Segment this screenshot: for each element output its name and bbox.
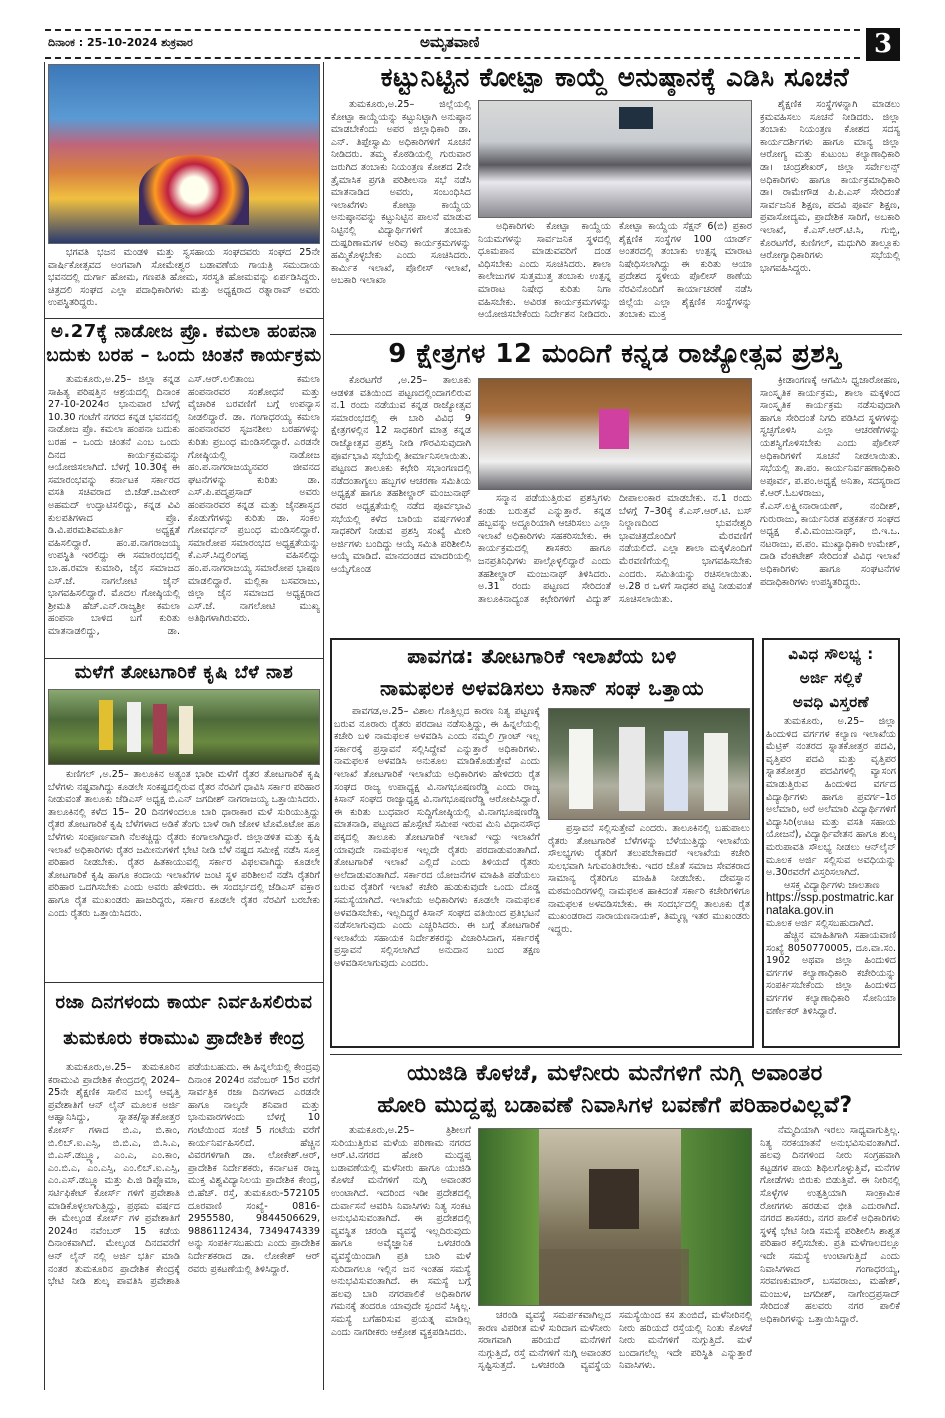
notice-headline-1: ವಿವಿಧ ಸೌಲಭ್ಯ : bbox=[788, 645, 874, 663]
application-url-link[interactable]: https://ssp.postmatric.karnataka.gov.in bbox=[766, 892, 894, 917]
headline-rajyotsava-award: 9 ಕ್ಷೇತ್ರಗಳ 12 ಮಂದಿಗೆ ಕನ್ನಡ ರಾಜ್ಯೋತ್ಸವ ಪ್ರಶಸ್ತಿ bbox=[388, 339, 842, 369]
story-ugd-col3: ನೆಮ್ಮದಿಯಾಗಿ ಇರಲು ಸಾಧ್ಯವಾಗುತ್ತಿಲ್ಲ. ನಿತ್ಯ ನರಕಯಾತನೆ ಅನುಭವಿಸುವಂತಾಗಿದೆ. ಹಲವು ದಿನಗಳಿಂದ ನೀರು ಸಂಗ್ರಹವಾಗಿ ಕಟ್ಟಡಗಳ ಪಾಯ ಶಿಥಿಲಗೊಳ್ಳುತ್ತಿವೆ, ಮನೆಗಳ ಗೋಡೆಗಳು ಬಿರುಕು ಬಿಡುತ್ತಿವೆ. ಈ ನೀರಿನಲ್ಲಿ ಸೊಳ್ಳೆಗಳ ಉತ್ಪತ್ತಿಯಾಗಿ ಸಾಂಕ್ರಾಮಿಕ ರೋಗಗಳು ಹರಡುವ ಭೀತಿ ಎದುರಾಗಿದೆ. ನಗರದ ಶಾಸಕರು, ನಗರ ಪಾಲಿಕೆ ಅಧಿಕಾರಿಗಳು ಸ್ಥಳಕ್ಕೆ ಭೇಟಿ ನೀಡಿ ಸಮಸ್ಯೆ ಪರಿಶೀಲಿಸಿ ಶಾಶ್ವತ ಪರಿಹಾರ ಕಲ್ಪಿಸಬೇಕು. ಪ್ರತಿ ಮಳೆಗಾಲದಲ್ಲೂ ಇದೇ ಸಮಸ್ಯೆ ಉಂಟಾಗುತ್ತಿದೆ ಎಂದು ನಿವಾಸಿಗಳಾದ ಗಂಗಾಧರಯ್ಯ, ಸರವಣಕುಮಾರ್, ಬಸವರಾಜು, ಮಹೇಶ್, ಮಂಜುಳ, ಜಗದೀಶ್, ನಾಗೇಂದ್ರಪ್ರಸಾದ್ ಸೇರಿದಂತೆ ಹಲವರು ನಗರ ಪಾಲಿಕೆ ಅಧಿಕಾರಿಗಳನ್ನು ಒತ್ತಾಯಿಸಿದ್ದಾರೆ. bbox=[760, 1125, 900, 1325]
headline-kamala-hampana-2: ಬದುಕು ಬರಹ – ಒಂದು ಚಿಂತನೆ ಕಾರ್ಯಕ್ರಮ bbox=[46, 345, 322, 366]
headline-kamala-hampana-1: ಅ.27ಕ್ಕೆ ನಾಡೋಜ ಪ್ರೊ. ಕಮಲಾ ಹಂಪನಾ bbox=[51, 321, 317, 342]
photo-kisan-sangha-members bbox=[548, 708, 750, 820]
story-pavagada-col2: ಪ್ರಸ್ತಾವನೆ ಸಲ್ಲಿಸುತ್ತೇವೆ ಎಂದರು. ತಾಲೂಕಿನಲ್ಲಿ ಬಹುಪಾಲು ರೈತರು ತೋಟಗಾರಿಕೆ ಬೆಳೆಗಳನ್ನು ಬೆಳೆಯುತ್ತಿದ್ದು ಇಲಾಖೆಯ ಸೌಲಭ್ಯಗಳು ರೈತರಿಗೆ ತಲುಪಬೇಕಾದರೆ ಇಲಾಖೆಯ ಕಚೇರಿ ಸುಲಭವಾಗಿ ಸಿಗುವಂತಿರಬೇಕು. ಇದರ ಜೊತೆ ಸಮಾಜ ಸೇವಕರಾದ ಸಾಮಾನ್ಯ ರೈತರಿಗೂ ಮಾಹಿತಿ ನೀಡಬೇಕು. ದೇವಸ್ಥಾನ ಮಠಮಂದಿರಗಳಲ್ಲಿ ನಾಮಫಲಕ ಹಾಕಿದಂತೆ ಸರ್ಕಾರಿ ಕಚೇರಿಗಳಿಗೂ ನಾಮಫಲಕ ಅಳವಡಿಸಬೇಕು. ಈ ಸಂದರ್ಭದಲ್ಲಿ ತಾಲೂಕು ರೈತ ಮುಖಂಡರಾದ ನಾರಾಯಣನಾಯಕ್, ತಿಮ್ಮಣ್ಣ ಇತರ ಮುಖಂಡರು ಇದ್ದರು. bbox=[548, 823, 750, 935]
header-rule-bottom bbox=[45, 57, 860, 59]
headline-pavagada-1: ಪಾವಗಡ: ತೋಟಗಾರಿಕೆ ಇಲಾಖೆಯ ಬಳಿ bbox=[407, 644, 677, 668]
story-rajyotsava-col2: ಸನ್ಮಾನ ಪಡೆಯುತ್ತಿರುವ ಪ್ರಶಸ್ತಿಗಳು ಕಂಡು ಬರುತ್ತವೆ ಎನ್ನುತ್ತಾರೆ. ಕನ್ನಡ ಹಬ್ಬವನ್ನು ಅದ್ದೂರಿಯಾಗಿ ಆಚರಿಸಲು ಎಲ್ಲಾ ಇಲಾಖೆ ಅಧಿಕಾರಿಗಳು ಸಹಕರಿಸಬೇಕು. ಈ ಕಾರ್ಯಕ್ರಮದಲ್ಲಿ ಶಾಸಕರು ಹಾಗೂ ಜನಪ್ರತಿನಿಧಿಗಳು ಪಾಲ್ಗೊಳ್ಳಲಿದ್ದಾರೆ ಎಂದು ತಹಶೀಲ್ದಾರ್ ಮಂಜುನಾಥ್ ತಿಳಿಸಿದರು. ಅ.31 ರಂದು ಪಟ್ಟಣದ ಸೇರಿದಂತೆ ತಾಲೂಕಿನಾದ್ಯಂತ ಕಛೇರಿಗಳಿಗೆ ವಿದ್ಯುತ್ ದೀಪಾಲಂಕಾರ ಮಾಡಬೇಕು. ನ.1 ರಂದು ಬೆಳಗ್ಗೆ 7–30ಕ್ಕೆ ಕೆ.ಎಸ್.ಆರ್.ಟಿ. ಬಸ್ ನಿಲ್ದಾಣದಿಂದ ಭುವನೇಶ್ವರಿ ಭಾವಚಿತ್ರದೊಂದಿಗೆ ಮೆರವಣಿಗೆ ನಡೆಯಲಿದೆ. ಎಲ್ಲಾ ಶಾಲಾ ಮಕ್ಕಳೊಂದಿಗೆ ಮೆರವಣಿಗೆಯಲ್ಲಿ ಭಾಗವಹಿಸಬೇಕು ಎಂದರು. ಸಮಿತಿಯನ್ನು ರಚಿಸಲಾಯಿತು. ಅ.28 ರ ಒಳಗೆ ಸಾಧಕರ ಪಟ್ಟಿ ನೀಡುವಂತೆ ಸೂಚಿಸಲಾಯಿತು. bbox=[478, 493, 752, 605]
header-rule-top bbox=[45, 29, 860, 31]
notice-body-1: ತುಮಕೂರು, ಅ.25– ಜಿಲ್ಲಾ ಹಿಂದುಳಿದ ವರ್ಗಗಳ ಕಲ್ಯಾಣ ಇಲಾಖೆಯ ಮೆಟ್ರಿಕ್ ನಂತರದ ಸ್ನಾತಕೋತ್ತರ ಪದವಿ, ವೃತ್ತಿಪರ ಪದವಿ ಮತ್ತು ವೃತ್ತಿಪರ ಸ್ನಾತಕೋತ್ತರ ಪದವಿಗಳಲ್ಲಿ ವ್ಯಾಸಂಗ ಮಾಡುತ್ತಿರುವ ಹಿಂದುಳಿದ ವರ್ಗದ ವಿದ್ಯಾರ್ಥಿಗಳು ಹಾಗೂ ಪ್ರವರ್ಗ–1ರ ಅಲೆಮಾರಿ, ಅರೆ ಅಲೆಮಾರಿ ವಿದ್ಯಾರ್ಥಿಗಳಿಗೆ ವಿದ್ಯಾಸಿರಿ(ಊಟ ಮತ್ತು ವಸತಿ ಸಹಾಯ ಯೋಜನೆ), ವಿದ್ಯಾರ್ಥಿವೇತನ ಹಾಗೂ ಶುಲ್ಕ ಮರುಪಾವತಿ ಸೌಲಭ್ಯ ನೀಡಲು ಆನ್‌ಲೈನ್ ಮೂಲಕ ಅರ್ಜಿ ಸಲ್ಲಿಸುವ ಅವಧಿಯನ್ನು ಅ.30ರವರೆಗೆ ವಿಸ್ತರಿಸಲಾಗಿದೆ. bbox=[766, 716, 896, 879]
notice-body-3: ಹೆಚ್ಚಿನ ಮಾಹಿತಿಗಾಗಿ ಸಹಾಯವಾಣಿ ಸಂಖ್ಯೆ 8050770005, ದೂ.ವಾ.ಸಂ. 1902 ಅಥವಾ ಜಿಲ್ಲಾ ಹಿಂದುಳಿದ ವರ್ಗಗಳ ಕಲ್ಯಾಣಾಧಿಕಾರಿ ಕಚೇರಿಯನ್ನು ಸಂಪರ್ಕಿಸಬೇಕೆಂದು ಜಿಲ್ಲಾ ಹಿಂದುಳಿದ ವರ್ಗಗಳ ಕಲ್ಯಾಣಾಧಿಕಾರಿ ಸೋನಿಯಾ ವರ್ಣೇಕರ್ ತಿಳಿಸಿದ್ದಾರೆ. bbox=[766, 930, 896, 1017]
headline-pavagada-2: ನಾಮಫಲಕ ಅಳವಡಿಸಲು ಕಿಸಾನ್ ಸಂಘ ಒತ್ತಾಯ bbox=[379, 676, 705, 700]
story-rajyotsava-col1: ಕೊರಟಗೆರೆ ,ಅ.25– ತಾಲೂಕು ಆಡಳಿತ ವತಿಯಿಂದ ಪಟ್ಟಣದಲ್ಲಿಂದಾಗಲಿರುವ ನ.1 ರಂದು ನಡೆಯುವ ಕನ್ನಡ ರಾಜ್ಯೋತ್ಸವ ಸಮಾರಂಭದಲ್ಲಿ ಈ ಬಾರಿ ವಿವಿಧ 9 ಕ್ಷೇತ್ರಗಳಲ್ಲಿನ 12 ಸಾಧಕರಿಗೆ ಮಾತ್ರ ಕನ್ನಡ ರಾಜ್ಯೋತ್ಸವ ಪ್ರಶಸ್ತಿ ನೀಡಿ ಗೌರವಿಸುವುದಾಗಿ ಪೂರ್ವಭಾವಿ ಸಭೆಯಲ್ಲಿ ತೀರ್ಮಾನಿಸಲಾಯಿತು. ಪಟ್ಟಣದ ತಾಲೂಕು ಕಛೇರಿ ಸಭಾಂಗಣದಲ್ಲಿ ನಡೆದಂತಾಗ್ಯಲು ಹಬ್ಬಗಳ ಆಚರಣಾ ಸಮಿತಿಯ ಅಧ್ಯಕ್ಷತೆ ಹಾಗೂ ತಹಶೀಲ್ದಾರ್ ಮಂಜುನಾಥ್ ರವರ ಅಧ್ಯಕ್ಷತೆಯಲ್ಲಿ ನಡೆದ ಪೂರ್ವಭಾವಿ ಸಭೆಯಲ್ಲಿ ಕಳೆದ ಬಾರಿಯ ವರ್ಷಗಳಂತೆ ಸಾಧಕರಿಗೆ ನೀಡುವ ಪ್ರಶಸ್ತಿ ಸಂಖ್ಯೆ ಮೀರಿ ಅರ್ಜಿಗಳು ಬಂದಿದ್ದು ಆಯ್ಕೆ ಸಮಿತಿ ಪರಿಶೀಲಿಸಿ ಆಯ್ಕೆ ಮಾಡಿದೆ. ಮಾನದಂಡದ ಮಾದರಿಯಲ್ಲಿ ಆಯ್ಕೆಗೊಂಡ bbox=[331, 375, 471, 575]
story-cotpa-col1: ತುಮಕೂರು,ಅ.25– ಜಿಲ್ಲೆಯಲ್ಲಿ ಕೋಟ್ಪಾ ಕಾಯ್ದೆಯನ್ನು ಕಟ್ಟುನಿಟ್ಟಾಗಿ ಅನುಷ್ಠಾನ ಮಾಡಬೇಕೆಂದು ಅಪರ ಜಿಲ್ಲಾಧಿಕಾರಿ ಡಾ. ಎನ್. ತಿಪ್ಪೇಸ್ವಾಮಿ ಅಧಿಕಾರಿಗಳಿಗೆ ಸೂಚನೆ ನೀಡಿದರು. ತಮ್ಮ ಕೊಠಡಿಯಲ್ಲಿ ಗುರುವಾರ ಜರುಗಿದ ತಂಬಾಕು ನಿಯಂತ್ರಣ ಕೋಶದ 2ನೇ ತ್ರೈಮಾಸಿಕ ಪ್ರಗತಿ ಪರಿಶೀಲನಾ ಸಭೆ ನಡೆಸಿ ಮಾತನಾಡಿದ ಅವರು, ಸಂಬಂಧಿಸಿದ ಇಲಾಖೆಗಳು ಕೋಟ್ಪಾ ಕಾಯ್ದೆಯ ಅನುಷ್ಠಾನವನ್ನು ಕಟ್ಟುನಿಟ್ಟಿನ ಪಾಲನೆ ಮಾಡುವ ನಿಟ್ಟಿನಲ್ಲಿ ವಿದ್ಯಾರ್ಥಿಗಳಿಗೆ ತಂಬಾಕು ದುಷ್ಪರಿಣಾಮಗಳ ಅರಿವು ಕಾರ್ಯಕ್ರಮಗಳನ್ನು ಹಮ್ಮಿಕೊಳ್ಳಬೇಕು ಎಂದು ಸೂಚಿಸಿದರು. ಕಾರ್ಮಿಕ ಇಲಾಖೆ, ಪೊಲೀಸ್ ಇಲಾಖೆ, ಅಬಕಾರಿ ಇಲಾಖಾ bbox=[331, 99, 471, 287]
issue-date: ದಿನಾಂಕ : 25-10-2024 ಶುಕ್ರವಾರ bbox=[48, 36, 193, 49]
headline-ksou-1: ರಜಾ ದಿನಗಳಂದು ಕಾರ್ಯ ನಿರ್ವಹಿಸಲಿರುವ bbox=[55, 992, 313, 1013]
notice-body bbox=[766, 716, 896, 1044]
notice-headline-2: ಅರ್ಜಿ ಸಲ್ಲಿಕೆ bbox=[799, 669, 863, 687]
photo-bhajana-mandali bbox=[48, 64, 320, 244]
notice-body-2-suffix: ಮೂಲಕ ಅರ್ಜಿ ಸಲ್ಲಿಸಬಹುದಾಗಿದೆ. bbox=[766, 917, 874, 929]
article-ksou-body: ತುಮಕೂರು,ಅ.25– ತುಮಕೂರಿನ ಕರಾಮುವಿ ಪ್ರಾದೇಶಿಕ ಕೇಂದ್ರದಲ್ಲಿ 2024–25ನೇ ಶೈಕ್ಷಣಿಕ ಸಾಲಿನ ಜುಲೈ ಆವೃತ್ತಿ ಪ್ರವೇಶಾತಿಗೆ ಆನ್ ಲೈನ್ ಮೂಲಕ ಅರ್ಜಿ ಆಹ್ವಾನಿಸಿದ್ದು, ಸ್ನಾತಕ/ಸ್ನಾತಕೋತ್ತರ ಕೋರ್ಸ್ ಗಳಾದ ಬಿ.ಎ, ಬಿ.ಕಾಂ, ಬಿ.ಲಿಬ್.ಐ.ಎಸ್ಸಿ, ಬಿ.ಬಿ.ಎ, ಬಿ.ಸಿ.ಎ, ಬಿ.ಎಸ್.ಡಬ್ಲ್ಯೂ, ಎಂ.ಎ, ಎಂ.ಕಾಂ, ಎಂ.ಬಿ.ಎ, ಎಂ.ಎಸ್ಸಿ, ಎಂ.ಲಿಬ್.ಐ.ಎಸ್ಸಿ, ಎಂ.ಎಸ್.ಡಬ್ಲ್ಯೂ ಮತ್ತು ಪಿ.ಜಿ ಡಿಪ್ಲೊಮಾ, ಸರ್ಟಿಫಿಕೇಟ್ ಕೋರ್ಸ್ ಗಳಿಗೆ ಪ್ರವೇಶಾತಿ ಮಾಡಿಕೊಳ್ಳಲಾಗುತ್ತಿದ್ದು, ಪ್ರಥಮ ವರ್ಷದ ಈ ಮೇಲ್ಕಂಡ ಕೋರ್ಸ್ ಗಳ ಪ್ರವೇಶಾತಿಗೆ 2024ರ ನವೆಂಬರ್ 15 ಕಡೆಯ ದಿನಾಂಕವಾಗಿದೆ. ಮೇಲ್ಕಂಡ ದಿನದವರೆಗೆ ಆನ್ ಲೈನ್ ನಲ್ಲಿ ಅರ್ಜಿ ಭರ್ತಿ ಮಾಡಿ ನಂತರ ತುಮಕೂರಿನ ಪ್ರಾದೇಶಿಕ ಕೇಂದ್ರಕ್ಕೆ ಭೇಟಿ ನೀಡಿ ಶುಲ್ಕ ಪಾವತಿಸಿ ಪ್ರವೇಶಾತಿ ಪಡೆಯಬಹುದು. ಈ ಹಿನ್ನಲೆಯಲ್ಲಿ ಕೇಂದ್ರವು ದಿನಾಂಕ 2024ರ ನವೆಂಬರ್ 15ರ ವರೆಗೆ ಸಾರ್ವತ್ರಿಕ ರಜಾ ದಿನಗಳಾದ ಎರಡನೇ ಹಾಗೂ ನಾಲ್ಕನೇ ಶನಿವಾರ ಮತ್ತು ಭಾನುವಾರಗಳಂದು ಬೆಳಗ್ಗೆ 10 ಗಂಟೆಯಿಂದ ಸಂಜೆ 5 ಗಂಟೆಯ ವರೆಗೆ ಕಾರ್ಯನಿರ್ವಹಿಸಲಿದೆ. ಹೆಚ್ಚಿನ ವಿವರಗಳಿಗಾಗಿ ಡಾ. ಲೋಕೇಶ್.ಆರ್, ಪ್ರಾದೇಶಿಕ ನಿರ್ದೇಶಕರು, ಕರ್ನಾಟಕ ರಾಜ್ಯ ಮುಕ್ತ ವಿಶ್ವವಿದ್ಯಾನಿಲಯ ಪ್ರಾದೇಶಿಕ ಕೇಂದ್ರ, ಬಿ.ಹೆಚ್. ರಸ್ತೆ, ತುಮಕೂರು-572105 ದೂರವಾಣಿ ಸಂಖ್ಯೆ- 0816-2955580, 9844506629, 9886112434, 7349474339 ಅನ್ನು ಸಂಪರ್ಕಿಸಬಹುದು ಎಂದು ಪ್ರಾದೇಶಿಕ ನಿರ್ದೇಶಕರಾದ ಡಾ. ಲೋಕೇಶ್ ಆರ್ ರವರು ಪ್ರಕಟಣೆಯಲ್ಲಿ ತಿಳಿಸಿದ್ದಾರೆ. bbox=[48, 1062, 320, 1288]
headline-ksou-2: ತುಮಕೂರು ಕರಾಮುವಿ ಪ್ರಾದೇಶಿಕ ಕೇಂದ್ರ bbox=[63, 1028, 305, 1049]
photo-flooded-house bbox=[478, 1128, 752, 1306]
photo-caption: ಭಗವತಿ ಭಜನ ಮಂಡಳಿ ಮತ್ತು ಸ್ವಸಹಾಯ ಸಂಘದವರು ಸಂಘದ 25ನೇ ವಾರ್ಷಿಕೋತ್ಸವದ ಅಂಗವಾಗಿ ಸೋಮೇಶ್ವರ ಬಡಾವಣೆಯ ಗಾಯತ್ರಿ ಸಮುದಾಯ ಭವನದಲ್ಲಿ ದುರ್ಗಾ ಹೋಮ, ಗಣಪತಿ ಹೋಮ, ಸರಸ್ವತಿ ಹೋಮವನ್ನು ಏರ್ಪಡಿಸಿದ್ದರು. ಚಿತ್ರದಲಿ ಸಂಘದ ಎಲ್ಲಾ ಪದಾಧಿಕಾರಿಗಳು ಮತ್ತು ಅಧ್ಯಕ್ಷರಾದ ರತ್ನಾರಾವ್ ಅವರು ಉಪಸ್ಥಿತರಿದ್ದರು. bbox=[48, 247, 320, 309]
headline-ugd-1: ಯುಜಿಡಿ ಕೊಳಚೆ, ಮಳೆನೀರು ಮನೆಗಳಿಗೆ ನುಗ್ಗಿ ಅವಾಂತರ bbox=[407, 1061, 823, 1086]
headline-ugd-2: ಹೋರಿ ಮುದ್ದಪ್ಪ ಬಡಾವಣೆ ನಿವಾಸಿಗಳ ಬವಣೆಗೆ ಪರಿಹಾರವಿಲ್ಲವೆ? bbox=[377, 1093, 853, 1118]
story-ugd-col2: ಚರಂಡಿ ವ್ಯವಸ್ಥೆ ಸಮರ್ಪಕವಾಗಿಲ್ಲದ ಕಾರಣ ವಿಪರೀತ ಮಳೆ ಸುರಿದಾಗ ಮಳೆನೀರು ಸರಾಗವಾಗಿ ಹರಿಯದೆ ಮನೆಗಳಿಗೆ ನುಗ್ಗುತ್ತಿದೆ, ರಸ್ತೆ ಮನೆಗಳಿಗೆ ನುಗ್ಗಿ ಅವಾಂತರ ಸೃಷ್ಟಿಸುತ್ತದೆ. ಒಳಚರಂಡಿ ವ್ಯವಸ್ಥೆಯ ಸಮಸ್ಯೆಯಿಂದ ಕಸ ತುಂಬಿದೆ, ಮಳೆನೀರಿನಲ್ಲಿ ನೀರು ಹರಿಯದೆ ರಸ್ತೆಯಲ್ಲಿ ನಿಂತು ಕೊಳಚೆ ನೀರು ಮನೆಗಳಿಗೆ ನುಗ್ಗುತ್ತಿದೆ. ಮಳೆ ಬಂದಾಗಲೆಲ್ಲ ಇದೇ ಪರಿಸ್ಥಿತಿ ಎನ್ನುತ್ತಾರೆ ನಿವಾಸಿಗಳು. bbox=[478, 1310, 752, 1372]
photo-crop-field bbox=[48, 689, 320, 765]
notice-body-2-prefix: ಆಸಕ್ತ ವಿದ್ಯಾರ್ಥಿಗಳು ಜಾಲತಾಣ bbox=[784, 879, 880, 891]
newspaper-title: ಅಮೃತವಾಣಿ bbox=[420, 33, 480, 51]
headline-cotpa: ಕಟ್ಟುನಿಟ್ಟಿನ ಕೋಟ್ಪಾ ಕಾಯ್ದೆ ಅನುಷ್ಠಾನಕ್ಕೆ ಎಡಿಸಿ ಸೂಚನೆ bbox=[380, 63, 850, 93]
photo-cotpa-meeting bbox=[478, 100, 752, 218]
headline-crop-loss: ಮಳೆಗೆ ತೋಟಗಾರಿಕೆ ಕೃಷಿ ಬೆಳೆ ನಾಶ bbox=[74, 662, 294, 683]
article-kamala-hampana-body: ತುಮಕೂರು,ಅ.25– ಜಿಲ್ಲಾ ಕನ್ನಡ ಸಾಹಿತ್ಯ ಪರಿಷತ್ತಿನ ಆಶ್ರಯದಲ್ಲಿ ದಿನಾಂಕ 27-10-2024ರ ಭಾನುವಾರ ಬೆಳಗ್ಗೆ 10.30 ಗಂಟೆಗೆ ನಗರದ ಕನ್ನಡ ಭವನದಲ್ಲಿ ನಾಡೋಜ ಪ್ರೊ. ಕಮಲಾ ಹಂಪನಾ ಬದುಕು ಬರಹ – ಒಂದು ಚಿಂತನೆ ಎಂಬ ಒಂದು ದಿನದ ಕಾರ್ಯಕ್ರಮವನ್ನು ಆಯೋಜಿಸಲಾಗಿದೆ. ಬೆಳಗ್ಗೆ 10.30ಕ್ಕೆ ಈ ಸಮಾರಂಭವನ್ನು ಕರ್ನಾಟಕ ಸರ್ಕಾರದ ವಸತಿ ಸಚಿವರಾದ ಬಿ.ಜೆಡ್.ಜಮೀರ್ ಅಹಮದ್ ಉದ್ಘಾಟಿಸಲಿದ್ದು, ಕನ್ನಡ ವಿವಿ ಕುಲಪತಿಗಳಾದ ಪ್ರೊ. ಡಿ.ವಿ.ಪರಮಶಿವಮೂರ್ತಿ ಅಧ್ಯಕ್ಷತೆ ವಹಿಸಲಿದ್ದಾರೆ. ಹಂ.ಪ.ನಾಗರಾಜಯ್ಯ ಉಪಸ್ಥಿತಿ ಇರಲಿದ್ದು ಈ ಸಮಾರಂಭದಲ್ಲಿ ಬಾ.ಹ.ರಮಾ ಕುಮಾರಿ, ಜೈನ ಸಮಾಜದ ಎಸ್.ಜೆ. ನಾಗಲೋಟಿ ಜೈನ್ ಭಾಗವಹಿಸಲಿದ್ದಾರೆ. ಮೊದಲ ಗೋಷ್ಠಿಯಲ್ಲಿ ಶ್ರೀಮತಿ ಹೆಚ್.ಎನ್.ರಾಜ್ಯಶ್ರೀ ಕಮಲಾ ಹಂಪನಾ ಬಾಳಿದ ಬಗೆ ಕುರಿತು ಮಾತನಾಡಲಿದ್ದು, ಡಾ. ಎಸ್.ಆರ್.ಲಲಿತಾಂಬ ಕಮಲಾ ಹಂಪನಾರವರ ಸಂಶೋಧನೆ ಮತ್ತು ವೈಚಾರಿಕ ಬರವಣಿಗೆ ಬಗ್ಗೆ ಉಪನ್ಯಾಸ ನೀಡಲಿದ್ದಾರೆ. ಡಾ. ಗಂಗಾಧರಯ್ಯ ಕಮಲಾ ಹಂಪನಾರವರ ಸೃಜನಶೀಲ ಬರಹಗಳನ್ನು ಕುರಿತು ಪ್ರಬಂಧ ಮಂಡಿಸಲಿದ್ದಾರೆ. ಎರಡನೇ ಗೋಷ್ಠಿಯಲ್ಲಿ ನಾಡೋಜ ಹಂ.ಪ.ನಾಗರಾಜಯ್ಯನವರ ಜೀವನದ ಘಟನೆಗಳನ್ನು ಕುರಿತು ಡಾ. ಎಸ್.ಪಿ.ಪದ್ಮಪ್ರಸಾದ್ ಅವರು ಹಂಪನಾರವರ ಕನ್ನಡ ಮತ್ತು ಜೈನಶಾಸ್ತ್ರದ ಕೊಡುಗೆಗಳನ್ನು ಕುರಿತು ಡಾ. ಸಂಕಲ ಗೋವರ್ಧನ್ ಪ್ರಬಂಧ ಮಂಡಿಸಲಿದ್ದಾರೆ. ಸಮಾರೋಪ ಸಮಾರಂಭದ ಅಧ್ಯಕ್ಷತೆಯನ್ನು ಕೆ.ಎಸ್.ಸಿದ್ದಲಿಂಗಪ್ಪ ವಹಿಸಲಿದ್ದು ಹಂ.ಪ.ನಾಗರಾಜಯ್ಯ ಸಮಾರೋಪ ಭಾಷಣ ಮಾಡಲಿದ್ದಾರೆ. ಮಲ್ಲಿಕಾ ಬಸವರಾಜು, ಜಿಲ್ಲಾ ಜೈನ ಸಮಾಜದ ಅಧ್ಯಕ್ಷರಾದ ಎಸ್.ಜೆ. ನಾಗಲೋಟಿ ಮುಖ್ಯ ಅತಿಥಿಗಳಾಗಿರುವರು. bbox=[48, 374, 320, 637]
story-pavagada-col1: ಪಾವಗಡ,ಅ.25– ವಿಶಾಲ ಗೊತ್ತಿಲ್ಲದ ಕಾರಣ ನಿತ್ಯ ಪಟ್ಟಣಕ್ಕೆ ಬರುವ ನೂರಾರು ರೈತರು ಪರದಾಟ ನಡೆಸುತ್ತಿದ್ದು, ಈ ಹಿನ್ನಲೆಯಲ್ಲಿ ಕಚೇರಿ ಬಳಿ ನಾಮಫಲಕ ಅಳವಡಿಸಿ ಎಂದು ನಮ್ಮಲಿ ಗ್ರಾಂಟ್ ಇಲ್ಲ ಸರ್ಕಾರಕ್ಕೆ ಪ್ರಸ್ತಾವನೆ ಸಲ್ಲಿಸಿದ್ದೇವೆ ಎನ್ನುತ್ತಾರೆ ಅಧಿಕಾರಿಗಳು. ನಾಮಫಲಕ ಅಳವಡಿಸಿ ಅನುಕೂಲ ಮಾಡಿಕೊಡುತ್ತೇವೆ ಎಂದು ಇಲಾಖೆ ತೋಟಗಾರಿಕೆ ಇಲಾಖೆಯ ಅಧಿಕಾರಿಗಳು ಹೇಳಿದರು ರೈತ ಸಂಘದ ರಾಜ್ಯ ಉಪಾಧ್ಯಕ್ಷ ವಿ.ನಾಗಭೂಷಣರೆಡ್ಡಿ ಎಂದು ರಾಜ್ಯ ಕಿಸಾನ್ ಸಂಘದ ರಾಜ್ಯಾಧ್ಯಕ್ಷ ವಿ.ನಾಗಭೂಷಣರೆಡ್ಡಿ ಆರೋಪಿಸಿದ್ದಾರೆ. ಈ ಕುರಿತು ಬುಧವಾರ ಸುದ್ದಿಗೋಷ್ಠಿಯಲ್ಲಿ ವಿ.ನಾಗಭೂಷಣರೆಡ್ಡಿ ಮಾತನಾಡಿ, ಪಟ್ಟಣದ ಹೊಸ್ಪೇಟೆ ಸಮೀಪ ಇರುವ ಮಿನಿ ವಿಧಾನಸೌಧ ಪಕ್ಕದಲ್ಲಿ ತಾಲೂಕು ತೋಟಗಾರಿಕೆ ಇಲಾಖೆ ಇದ್ದು ಇಲಾಖೆಗೆ ಯಾವುದೇ ನಾಮಫಲಕ ಇಲ್ಲದೇ ರೈತರು ಪರದಾಡುವಂತಾಗಿದೆ. ತೋಟಗಾರಿಕೆ ಇಲಾಖೆ ಎಲ್ಲಿದೆ ಎಂದು ತಿಳಿಯದೆ ರೈತರು ಅಲೆದಾಡುವಂತಾಗಿದೆ. ಸರ್ಕಾರದ ಯೋಜನೆಗಳ ಮಾಹಿತಿ ಪಡೆಯಲು ಬರುವ ರೈತರಿಗೆ ಇಲಾಖೆ ಕಚೇರಿ ಹುಡುಕುವುದೇ ಒಂದು ದೊಡ್ಡ ಸಮಸ್ಯೆಯಾಗಿದೆ. ಇಲಾಖೆಯ ಅಧಿಕಾರಿಗಳು ಕೂಡಲೇ ನಾಮಫಲಕ ಅಳವಡಿಸಬೇಕು, ಇಲ್ಲದಿದ್ದರೆ ಕಿಸಾನ್ ಸಂಘದ ವತಿಯಿಂದ ಪ್ರತಿಭಟನೆ ನಡೆಸಲಾಗುವುದು ಎಂದು ಎಚ್ಚರಿಸಿದರು. ಈ ಬಗ್ಗೆ ತೋಟಗಾರಿಕೆ ಇಲಾಖೆಯ ಸಹಾಯಕ ನಿರ್ದೇಶಕರನ್ನು ವಿಚಾರಿಸಿದಾಗ, ಸರ್ಕಾರಕ್ಕೆ ಪ್ರಸ್ತಾವನೆ ಸಲ್ಲಿಸಲಾಗಿದೆ ಅನುದಾನ ಬಂದ ತಕ್ಷಣ ಅಳವಡಿಸಲಾಗುವುದು ಎಂದರು. bbox=[334, 706, 540, 969]
story-cotpa-col3: ಶೈಕ್ಷಣಿಕ ಸಂಸ್ಥೆಗಳನ್ನಾಗಿ ಮಾಡಲು ಕ್ರಮವಹಿಸಲು ಸೂಚನೆ ನೀಡಿದರು. ಜಿಲ್ಲಾ ತಂಬಾಕು ನಿಯಂತ್ರಣ ಕೋಶದ ಸದಸ್ಯ ಕಾರ್ಯದರ್ಶಿಗಳು ಹಾಗೂ ಮಾನ್ಯ ಜಿಲ್ಲಾ ಆರೋಗ್ಯ ಮತ್ತು ಕುಟುಂಬ ಕಲ್ಯಾಣಾಧಿಕಾರಿ ಡಾ। ಚಂದ್ರಶೇಖರ್, ಜಿಲ್ಲಾ ಸರ್ವೇಲನ್ಸ್ ಅಧಿಕಾರಿಗಳು ಹಾಗೂ ಕಾರ್ಯಕ್ರಮಾಧಿಕಾರಿ ಡಾ। ರಾಮೇಗೌಡ ಪಿ.ಪಿ.ಎಸ್ ಸೇರಿದಂತೆ ಸಾರ್ವಜನಿಕ ಶಿಕ್ಷಣ, ಪದವಿ ಪೂರ್ವ ಶಿಕ್ಷಣ, ಪ್ರವಾಸೋದ್ಯಮ, ಪ್ರಾದೇಶಿಕ ಸಾರಿಗೆ, ಅಬಕಾರಿ ಇಲಾಖೆ, ಕೆ.ಎಸ್.ಆರ್.ಟಿ.ಸಿ, ಗುಬ್ಬಿ, ಕೊರಟಗೆರೆ, ಕುಣಿಗಲ್, ಮಧುಗಿರಿ ತಾಲ್ಲೂಕು ಆರೋಗ್ಯಾಧಿಕಾರಿಗಳು ಸಭೆಯಲ್ಲಿ ಭಾಗವಹಿಸಿದ್ದರು. bbox=[760, 99, 900, 274]
article-crop-loss-body: ಕುಣಿಗಲ್ ,ಅ.25– ತಾಲೂಕಿನ ಅತ್ಯಂತ ಭಾರೀ ಮಳೆಗೆ ರೈತರ ತೋಟಗಾರಿಕೆ ಕೃಷಿ ಬೆಳೆಗಳು ನಷ್ಟವಾಗಿದ್ದು ಕೂಡಲೇ ಸಂಕಷ್ಟದಲ್ಲಿರುವ ರೈತರ ನೆರವಿಗೆ ಧಾವಿಸಿ ಸರ್ಕಾರ ಪರಿಹಾರ ನೀಡುವಂತೆ ತಾಲೂಕು ಜೆಡಿಎಸ್ ಅಧ್ಯಕ್ಷ ಬಿ.ಎನ್ ಜಗದೀಶ್ ನಾಗರಾಜಯ್ಯ ಒತ್ತಾಯಿಸಿದರು. ತಾಲೂಕಿನಲ್ಲಿ ಕಳೆದ 15– 20 ದಿನಗಳಿಂದಲೂ ಬಾರಿ ಧಾರಾಕಾರ ಮಳೆ ಸುರಿಯುತ್ತಿದ್ದು ರೈತರ ತೋಟಗಾರಿಕೆ ಕೃಷಿ ಬೆಳೆಗಳಾದ ಅಡಿಕೆ ತೆಂಗು ಬಾಳೆ ರಾಗಿ ಜೋಳ ಟೊಮೊಟೋ ಹೂ ಬೆಳೆಗಳು ಸಂಪೂರ್ಣವಾಗಿ ನೆಲಕಚ್ಚಿದ್ದು ರೈತರು ಕಂಗಾಲಾಗಿದ್ದಾರೆ. ಜಿಲ್ಲಾಡಳಿತ ಮತ್ತು ಕೃಷಿ ಇಲಾಖೆ ಅಧಿಕಾರಿಗಳು ರೈತರ ಜಮೀನುಗಳಿಗೆ ಭೇಟಿ ನೀಡಿ ಬೆಳೆ ನಷ್ಟದ ಸಮೀಕ್ಷೆ ನಡೆಸಿ ಸೂಕ್ತ ಪರಿಹಾರ ನೀಡಬೇಕು. ರೈತರ ಹಿತಕಾಯುವಲ್ಲಿ ಸರ್ಕಾರ ವಿಫಲವಾಗಿದ್ದು ಕೂಡಲೇ ತೋಟಗಾರಿಕೆ ಕೃಷಿ ಹಾಗೂ ಕಂದಾಯ ಇಲಾಖೆಗಳ ಜಂಟಿ ಸ್ಥಳ ಪರಿಶೀಲನೆ ನಡೆಸಿ ರೈತರಿಗೆ ಪರಿಹಾರ ಒದಗಿಸಬೇಕು ಎಂದು ಅವರು ಹೇಳಿದರು. ಈ ಸಂದರ್ಭದಲ್ಲಿ ಜೆಡಿಎಸ್ ವಕ್ತಾರ ಹಾಗೂ ರೈತ ಮುಖಂಡರು ಹಾಜರಿದ್ದರು, ಸರ್ಕಾರ ಕೂಡಲೇ ರೈತರ ನೆರವಿಗೆ ಬರಬೇಕು ಎಂದು ರೈತರು ಒತ್ತಾಯಿಸಿದರು. bbox=[48, 769, 320, 919]
page-number: 3 bbox=[866, 28, 900, 61]
story-cotpa-col2: ಅಧಿಕಾರಿಗಳು ಕೋಟ್ಪಾ ಕಾಯ್ದೆಯ ನಿಯಮಗಳನ್ನು ಸಾರ್ವಜನಿಕ ಸ್ಥಳದಲ್ಲಿ ಧೂಮಪಾನ ಮಾಡುವವರಿಗೆ ದಂಡ ವಿಧಿಸಬೇಕು ಎಂದು ಸೂಚಿಸಿದರು. ಶಾಲಾ ಕಾಲೇಜುಗಳ ಸುತ್ತಮುತ್ತ ತಂಬಾಕು ಉತ್ಪನ್ನ ಮಾರಾಟ ನಿಷೇಧ ಕುರಿತು ನಿಗಾ ವಹಿಸಬೇಕು. ಅವಿರತ ಕಾರ್ಯಕ್ರಮಗಳನ್ನು ಆಯೋಜಿಸಬೇಕೆಂದು ನಿರ್ದೇಶನ ನೀಡಿದರು. ಕೋಟ್ಪಾ ಕಾಯ್ದೆಯ ಸೆಕ್ಷನ್ 6(ಬಿ) ಪ್ರಕಾರ ಶೈಕ್ಷಣಿಕ ಸಂಸ್ಥೆಗಳ 100 ಯಾರ್ಡ್ ಅಂತರದಲ್ಲಿ ತಂಬಾಕು ಉತ್ಪನ್ನ ಮಾರಾಟ ನಿಷೇಧಿಸಲಾಗಿದ್ದು ಈ ಕುರಿತು ಆಯಾ ಪ್ರದೇಶದ ಸ್ಥಳೀಯ ಪೊಲೀಸ್ ಠಾಣೆಯ ನೆರವಿನೊಂದಿಗೆ ಕಾರ್ಯಾಚರಣೆ ನಡೆಸಿ ಜಿಲ್ಲೆಯ ಎಲ್ಲಾ ಶೈಕ್ಷಣಿಕ ಸಂಸ್ಥೆಗಳನ್ನು ತಂಬಾಕು ಮುಕ್ತ bbox=[478, 221, 752, 321]
story-rajyotsava-col3: ಕ್ರೀಡಾಂಗಣಕ್ಕೆ ಆಗಮಿಸಿ ಧ್ವಜಾರೋಹಣ, ಸಾಂಸ್ಕೃತಿಕ ಕಾರ್ಯಕ್ರಮ, ಶಾಲಾ ಮಕ್ಕಳಿಂದ ಸಾಂಸ್ಕೃತಿಕ ಕಾರ್ಯಕ್ರಮ ನಡೆಸುವುದಾಗಿ ಹಾಗೂ ಸೇರಿದಂತೆ ನಿಗದಿ ಪಡಿಸಿದ ಸ್ಥಳಗಳನ್ನು ಸ್ವಚ್ಛಗೊಳಿಸಿ ಎಲ್ಲಾ ಆಚರಣೆಗಳನ್ನು ಯಶಸ್ವಿಗೊಳಿಸಬೇಕು ಎಂದು ಪೊಲೀಸ್ ಅಧಿಕಾರಿಗಳಿಗೆ ಸೂಚನೆ ನೀಡಲಾಯಿತು. ಸಭೆಯಲ್ಲಿ ತಾ.ಪಂ. ಕಾರ್ಯನಿರ್ವಹಣಾಧಿಕಾರಿ ಅಪೂರ್ವ, ಪ.ಪಂ.ಅಧ್ಯಕ್ಷೆ ಅನಿತಾ, ಸದಸ್ಯರಾದ ಕೆ.ಆರ್.ಓಬಳರಾಜು, ಕೆ.ಎಸ್.ಲಕ್ಷ್ಮೀನಾರಾಯಣ್, ನಂದೀಶ್, ಗುರುರಾಜು, ಕಾರ್ಯನಿರತ ಪತ್ರಕರ್ತರ ಸಂಘದ ಅಧ್ಯಕ್ಷ ಕೆ.ವಿ.ಮಂಜುನಾಥ್, ಬಿ.ಇ.ಒ. ನಟರಾಜು, ಪ.ಪಂ. ಮುಖ್ಯಾಧಿಕಾರಿ ಉಮೇಶ್, ದಾಡಿ ವೆಂಕಟೇಶ್ ಸೇರಿದಂತೆ ವಿವಿಧ ಇಲಾಖೆ ಅಧಿಕಾರಿಗಳು ಹಾಗೂ ಸಂಘಟನೆಗಳ ಪದಾಧಿಕಾರಿಗಳು ಉಪಸ್ಥಿತರಿದ್ದರು. bbox=[760, 375, 900, 588]
photo-rajyotsava-meeting bbox=[478, 378, 752, 490]
notice-headline-3: ಅವಧಿ ವಿಸ್ತರಣೆ bbox=[792, 693, 870, 711]
story-ugd-col1: ತುಮಕೂರು,ಅ.25– ತ್ರಿಶೀಲಗೆ ಸುರಿಯುತ್ತಿರುವ ಮಳೆಯ ಪರಿಣಾಮ ನಗರದ ಆರ್.ಟಿ.ನಗರದ ಹೋರಿ ಮುದ್ದಪ್ಪ ಬಡಾವಣೆಯಲ್ಲಿ ಮಳೆನೀರು ಹಾಗೂ ಯುಜಿಡಿ ಕೊಳಚೆ ಮನೆಗಳಿಗೆ ನುಗ್ಗಿ ಅವಾಂತರ ಉಂಟಾಗಿದೆ. ಇದರಿಂದ ಇಡೀ ಪ್ರದೇಶದಲ್ಲಿ ದುರ್ವಾಸನೆ ಆವರಿಸಿ ನಿವಾಸಿಗಳು ನಿತ್ಯ ಸಂಕಟ ಅನುಭವಿಸುವಂತಾಗಿದೆ. ಈ ಪ್ರದೇಶದಲ್ಲಿ ವ್ಯವಸ್ಥಿತ ಚರಂಡಿ ವ್ಯವಸ್ಥೆ ಇಲ್ಲದಿರುವುದು ಹಾಗೂ ಅವೈಜ್ಞಾನಿಕ ಒಳಚರಂಡಿ ವ್ಯವಸ್ಥೆಯಿಂದಾಗಿ ಪ್ರತಿ ಬಾರಿ ಮಳೆ ಸುರಿದಾಗಲೂ ಇಲ್ಲಿನ ಜನ ಇಂತಹ ಸಮಸ್ಯೆ ಅನುಭವಿಸುವಂತಾಗಿದೆ. ಈ ಸಮಸ್ಯೆ ಬಗ್ಗೆ ಹಲವು ಬಾರಿ ನಗರಪಾಲಿಕೆ ಅಧಿಕಾರಿಗಳ ಗಮನಕ್ಕೆ ತಂದರೂ ಯಾವುದೇ ಸ್ಪಂದನೆ ಸಿಕ್ಕಿಲ್ಲ. ಸಮಸ್ಯೆ ಬಗೆಹರಿಸುವ ಪ್ರಯತ್ನ ಮಾಡಿಲ್ಲ ಎಂದು ನಾಗರೀಕರು ಆಕ್ರೋಶ ವ್ಯಕ್ತಪಡಿಸಿದರು. bbox=[331, 1125, 471, 1338]
